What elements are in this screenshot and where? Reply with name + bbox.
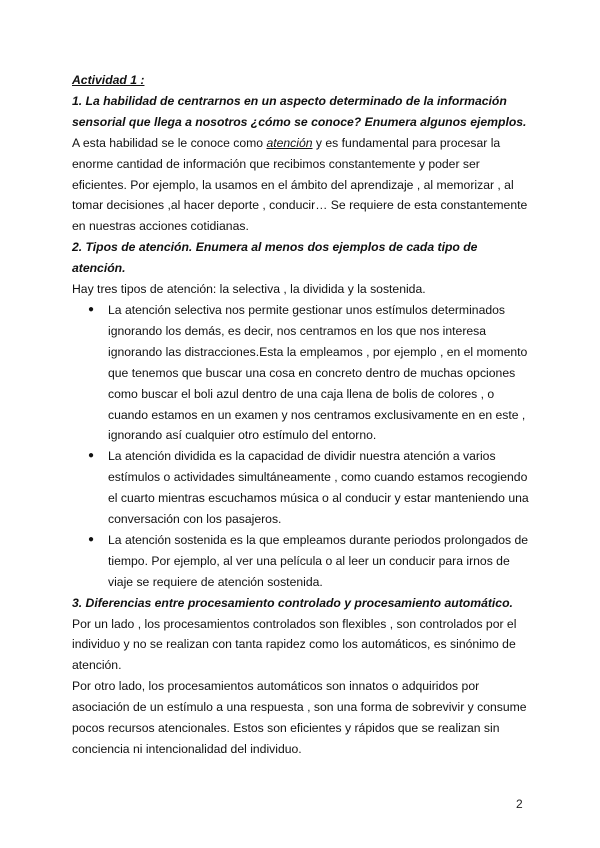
section-1 (72, 91, 532, 237)
question-3: 3. Diferencias entre procesamiento controlado y procesamiento automático. (72, 595, 513, 610)
attention-types-list (72, 300, 532, 593)
answer-1 (72, 133, 532, 238)
answer-2-intro: Hay tres tipos de atención: la selectiva , la dividida y la sostenida. (72, 282, 426, 297)
list-item-text: La atención sostenida es la que empleamos durante periodos prolongados de tiempo. Por ejemplo, al ver una película o al leer un conducir para irnos de viaje se requiere de atención sostenida. (108, 532, 529, 589)
list-item-selective (72, 300, 532, 446)
list-item-text: La atención dividida es la capacidad de dividir nuestra atención a varios estímulos o actividades simultáneamente , como cuando estamos recogiendo el cuarto mientras escuchamos música o al conducir y estar manteniendo una conversación con los pasajeros. (108, 449, 529, 527)
answer-1-intro: A esta habilidad se le conoce como (72, 135, 267, 150)
bullet-icon: ● (88, 303, 95, 315)
bullet-icon: ● (88, 533, 95, 545)
list-item-divided (72, 446, 532, 530)
question-2: 2. Tipos de atención. Enumera al menos dos ejemplos de cada tipo de atención. (72, 240, 478, 276)
bullet-icon: ● (88, 450, 95, 462)
list-item-sustained (72, 530, 532, 593)
answer-1-keyword: atención (266, 135, 313, 150)
answer-3-paragraph-2: Por otro lado, los procesamientos automáticos son innatos o adquiridos por asociación de un estímulo a una respuesta , son una forma de sobrevivir y consume pocos recursos atencionales. Estos son eficientes y rápidos que se realizan sin conciencia ni intencionalidad del individuo. (72, 679, 527, 756)
document-page (72, 70, 532, 760)
section-3 (72, 593, 532, 760)
section-2 (72, 237, 532, 592)
activity-title: Actividad 1 : (72, 73, 145, 87)
question-1: 1. La habilidad de centrarnos en un aspecto determinado de la información sensorial que llega a nosotros ¿cómo se conoce? Enumera algunos ejemplos. (72, 93, 527, 129)
list-item-text: La atención selectiva nos permite gestionar unos estímulos determinados ignorando los demás, es decir, nos centramos en los que nos interesa ignorando las distracciones.Esta la empleamos , por ejemplo , en el momento que tenemos que buscar una cosa en concreto dentro de muchas opciones como buscar el boli azul dentro de una caja llena de bolis de colores , o cuando estamos en un examen y nos centramos exclusivamente en en este , ignorando así cualquier otro estímulo del entorno. (108, 302, 528, 443)
answer-3-paragraph-1: Por un lado , los procesamientos controlados son flexibles , son controlados por el individuo y no se realizan con tanta rapidez como los automáticos, es sinónimo de atención. (72, 616, 517, 673)
answer-1-rest: y es fundamental para procesar la enorme cantidad de información que recibimos constantemente y poder ser eficientes. Por ejemplo, la usamos en el ámbito del aprendizaje , al memorizar , al tomar decisiones ,al hacer deporte , conducir… Se requiere de esta constantemente en nuestras acciones cotidianas. (72, 135, 528, 234)
page-number: 2 (516, 797, 523, 811)
